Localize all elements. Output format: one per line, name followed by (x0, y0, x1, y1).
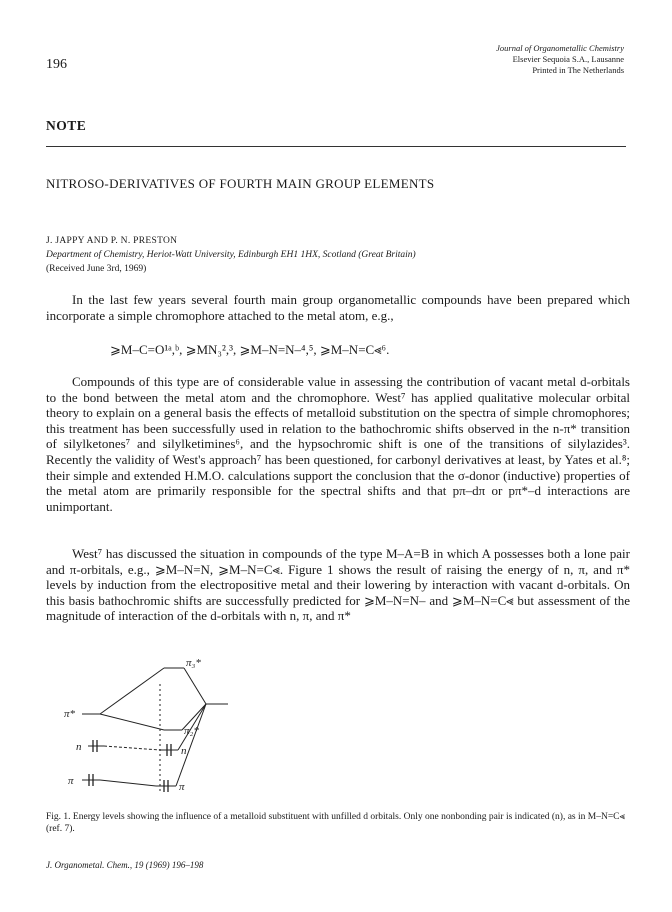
authors: J. JAPPY AND P. N. PRESTON (46, 236, 178, 246)
journal-name: Journal of Organometallic Chemistry (496, 43, 624, 53)
paragraph-west: West⁷ has discussed the situation in compounds of the type M–A=B in which A possesses both a lone pair and π-orbitals, e.g., ⩾M–N=N, ⩾M–N=C⪡. Figure 1 shows the result of raising the energy of n, π, and π* levels by induction from the electropositive metal and their lowering by interaction with vacant d-orbitals. On this basis bathochromic shifts are successfully predicted for ⩾M–N=N– and ⩾M–N=C⪡ but assessment of the magnitude of interaction of the d-orbitals with n, π, and π* (46, 546, 630, 624)
label-pi2-star: π₂* (184, 725, 199, 737)
section-label: NOTE (46, 118, 87, 133)
chromophore-formulas: ⩾M–C=O¹ᵃ,ᵇ, ⩾MN₃²,³, ⩾M–N=N–⁴,⁵, ⩾M–N=C⪡⁶. (110, 342, 390, 357)
journal-info (496, 43, 624, 76)
label-n-left: n (76, 741, 82, 753)
section-divider (46, 146, 626, 147)
received-date: (Received June 3rd, 1969) (46, 264, 147, 274)
label-pi3-star: π₃* (186, 657, 201, 669)
page-footer: J. Organometal. Chem., 19 (1969) 196–198 (46, 860, 204, 870)
paragraph-compounds: Compounds of this type are of considerable value in assessing the contribution of vacant metal d-orbitals to the bond between the metal atom and the chromophore. West⁷ has applied qualitative molecular orbital theory to explain on a general basis the effects of metalloid substitution on the spectra of simple chromophores; this treatment has been successfully used in relation to the bathochromic shifts observed in the n-π* transition of silylketones⁷ and silylketimines⁶, and the hypsochromic shift is one of the transitions of silylazides³. Recently the validity of West's approach⁷ has been questioned, for carbonyl derivatives at least, by Yates et al.⁸; their simple and extended H.M.O. calculations support the conclusion that the σ-donor (inductive) properties of the metal atom are primarily responsible for the spectral shifts and that pπ–dπ or pπ*–d interactions are unimportant. (46, 374, 630, 514)
publisher: Elsevier Sequoia S.A., Lausanne (512, 54, 624, 64)
energy-level-diagram (60, 654, 280, 806)
label-pi-left: π (68, 775, 74, 787)
printed-note: Printed in The Netherlands (532, 65, 624, 75)
label-pi-star: π* (64, 708, 76, 720)
label-pi-right: π (179, 781, 185, 793)
page-number: 196 (46, 57, 67, 72)
article-title: NITROSO-DERIVATIVES OF FOURTH MAIN GROUP ELEMENTS (46, 176, 435, 191)
figure-caption: Fig. 1. Energy levels showing the influence of a metalloid substituent with unfilled d orbitals. Only one nonbonding pair is indicated (n), as in M–N=C⪡ (ref. 7). (46, 812, 625, 834)
label-n-right: n (181, 745, 187, 757)
paragraph-intro: In the last few years several fourth main group organometallic compounds have been prepared which incorporate a simple chromophore attached to the metal atom, e.g., (46, 292, 630, 323)
affiliation: Department of Chemistry, Heriot-Watt University, Edinburgh EH1 1HX, Scotland (Great Britain) (46, 250, 416, 260)
